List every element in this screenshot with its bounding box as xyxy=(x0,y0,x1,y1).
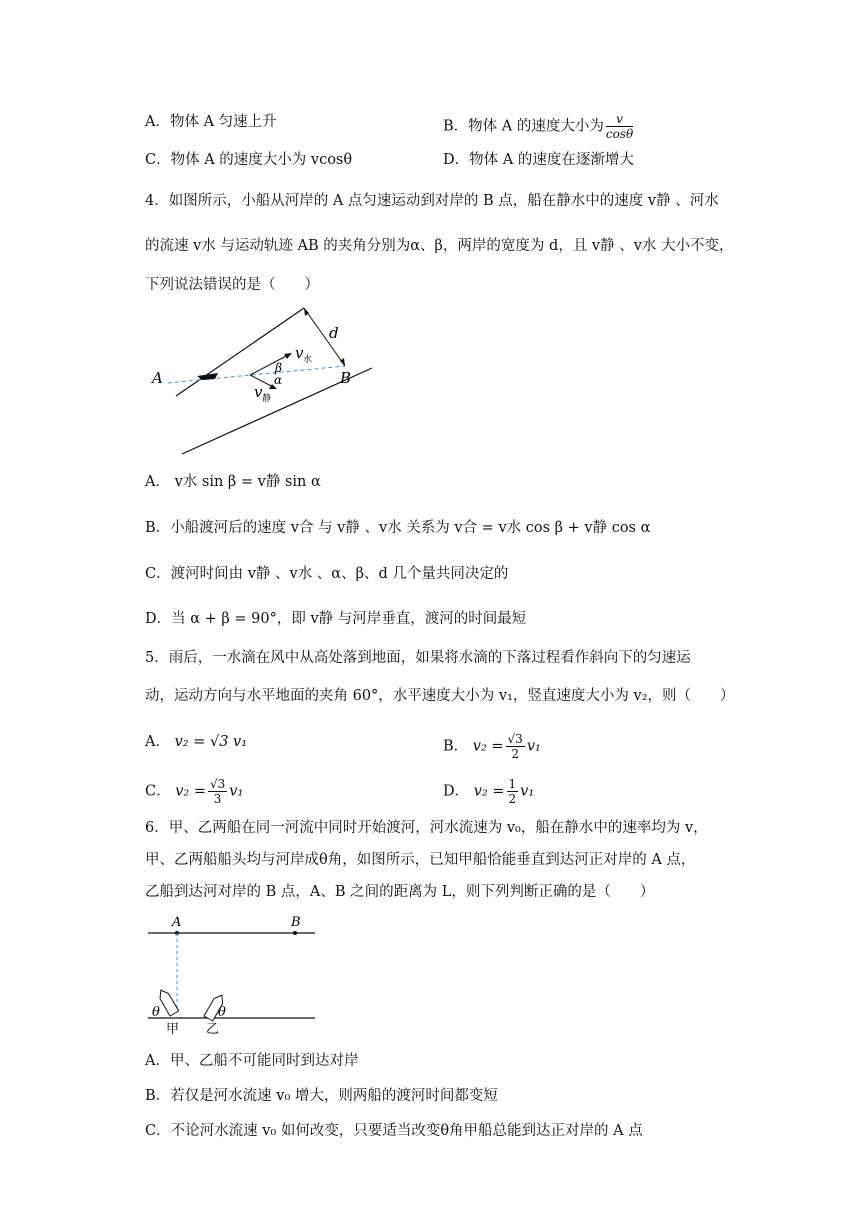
q4-stem-line-3: 下列说法错误的是（ ） xyxy=(145,277,319,293)
q4-label-alpha: α xyxy=(274,373,283,387)
q4-river-figure xyxy=(140,298,380,463)
q6-stem-line-1: 6．甲、乙两船在同一河流中同时开始渡河，河水流速为 v₀，船在静水中的速率均为 v， xyxy=(145,820,708,836)
q3-option-a: A．物体 A 匀速上升 xyxy=(145,114,277,130)
q5-option-a-formula: v₂ = √3 v₁ xyxy=(174,734,248,750)
q5-option-c-fraction xyxy=(208,777,227,806)
q6-option-c: C．不论河水流速 v₀ 如何改变，只要适当改变θ角甲船总能到达正对岸的 A 点 xyxy=(145,1123,643,1139)
q5-option-b-denominator: 2 xyxy=(511,747,519,761)
q5-option-b-numerator: √3 xyxy=(507,732,523,746)
q4-vshui-arrow xyxy=(250,354,290,375)
q5-option-a xyxy=(145,732,247,752)
q5-option-b-fraction xyxy=(506,732,525,761)
q4-stem-line-1: 4．如图所示，小船从河岸的 A 点匀速运动到对岸的 B 点，船在静水中的速度 v静 、河水 xyxy=(145,193,719,209)
q4-option-c: C．渡河时间由 v静 、v水 、α、β、d 几个量共同决定的 xyxy=(145,566,509,582)
q3-option-d: D．物体 A 的速度在逐渐增大 xyxy=(443,152,634,168)
q5-option-c xyxy=(145,777,243,806)
q5-option-d-label: D． xyxy=(443,783,470,800)
q4-option-a: A． v水 sin β = v静 sin α xyxy=(145,474,321,490)
q4-option-b: B．小船渡河后的速度 v合 与 v静 、v水 关系为 v合 = v水 cos β + v静 cos α xyxy=(145,520,651,536)
q5-stem-line-1: 5．雨后，一水滴在风中从高处落到地面，如果将水滴的下落过程看作斜向下的匀速运 xyxy=(145,650,691,666)
q5-option-b-label: B． xyxy=(443,738,469,755)
q4-option-d: D．当 α + β = 90°，即 v静 与河岸垂直，渡河的时间最短 xyxy=(145,611,527,627)
q3-option-b-fraction xyxy=(606,112,633,141)
q6-label-b: B xyxy=(291,915,301,930)
q6-stem-line-3: 乙船到达河对岸的 B 点，A、B 之间的距离为 L，则下列判断正确的是（ ） xyxy=(145,884,655,900)
q4-vshui-arrowhead xyxy=(284,353,292,359)
q5-option-c-label: C． xyxy=(145,783,171,800)
q6-stem-line-2: 甲、乙两船船头均与河岸成θ角，如图所示，已知甲船恰能垂直到达河正对岸的 A 点， xyxy=(145,852,696,868)
q5-option-c-denominator: 3 xyxy=(213,792,222,806)
q4-label-vjing: v xyxy=(254,383,263,401)
q5-option-d-denominator: 2 xyxy=(508,792,517,806)
q5-option-d-fraction xyxy=(507,777,519,806)
q5-option-c-numerator: √3 xyxy=(209,777,226,791)
q4-label-b: B xyxy=(340,369,352,387)
q6-point-b-dot xyxy=(293,931,297,935)
q4-label-a: A xyxy=(152,369,163,387)
q6-option-a: A．甲、乙船不可能同时到达对岸 xyxy=(145,1053,359,1069)
q5-option-b-lhs: v₂ = xyxy=(472,738,504,755)
q3-option-b-prefix: B．物体 A 的速度大小为 xyxy=(443,118,604,135)
q5-option-d-numerator: 1 xyxy=(508,777,517,791)
q3-option-b xyxy=(443,112,635,141)
q5-option-d-lhs: v₂ = xyxy=(473,783,505,800)
q6-label-yi: 乙 xyxy=(206,1022,220,1037)
q3-option-c: C．物体 A 的速度大小为 vcosθ xyxy=(145,152,353,168)
q3-option-b-denominator: cosθ xyxy=(605,127,634,141)
q4-label-vshui-sub: 水 xyxy=(303,355,313,365)
q6-label-a: A xyxy=(172,915,182,930)
q3-option-b-numerator: v xyxy=(606,112,633,127)
q6-option-b: B．若仅是河水流速 v₀ 增大，则两船的渡河时间都变短 xyxy=(145,1088,498,1104)
q6-label-theta-yi: θ xyxy=(218,1005,226,1020)
q5-option-b xyxy=(443,732,541,761)
q4-label-vshui: v xyxy=(295,344,304,362)
q5-option-c-lhs: v₂ = xyxy=(175,783,206,800)
q6-label-theta-jia: θ xyxy=(152,1005,160,1020)
q5-stem-line-2: 动，运动方向与水平地面的夹角 60°，水平速度大小为 v₁，竖直速度大小为 v₂，则（ ） xyxy=(145,688,735,704)
q4-bank-top xyxy=(176,308,304,396)
q5-option-d-rhs: v₁ xyxy=(520,783,535,800)
q4-label-d: d xyxy=(329,324,339,342)
q6-label-jia: 甲 xyxy=(166,1022,180,1037)
q5-option-a-label: A． xyxy=(145,734,170,750)
q5-option-b-rhs: v₁ xyxy=(526,738,541,755)
q5-option-c-rhs: v₁ xyxy=(229,783,244,800)
q4-label-beta: β xyxy=(275,361,282,375)
q4-stem-line-2: 的流速 v水 与运动轨迹 AB 的夹角分别为α、β，两岸的宽度为 d，且 v静 、v水 大小不变， xyxy=(145,238,734,254)
q5-option-d xyxy=(443,777,534,806)
q6-river-figure xyxy=(140,908,330,1038)
q4-path-ab xyxy=(168,366,345,383)
q4-label-vjing-sub: 静 xyxy=(262,394,272,404)
